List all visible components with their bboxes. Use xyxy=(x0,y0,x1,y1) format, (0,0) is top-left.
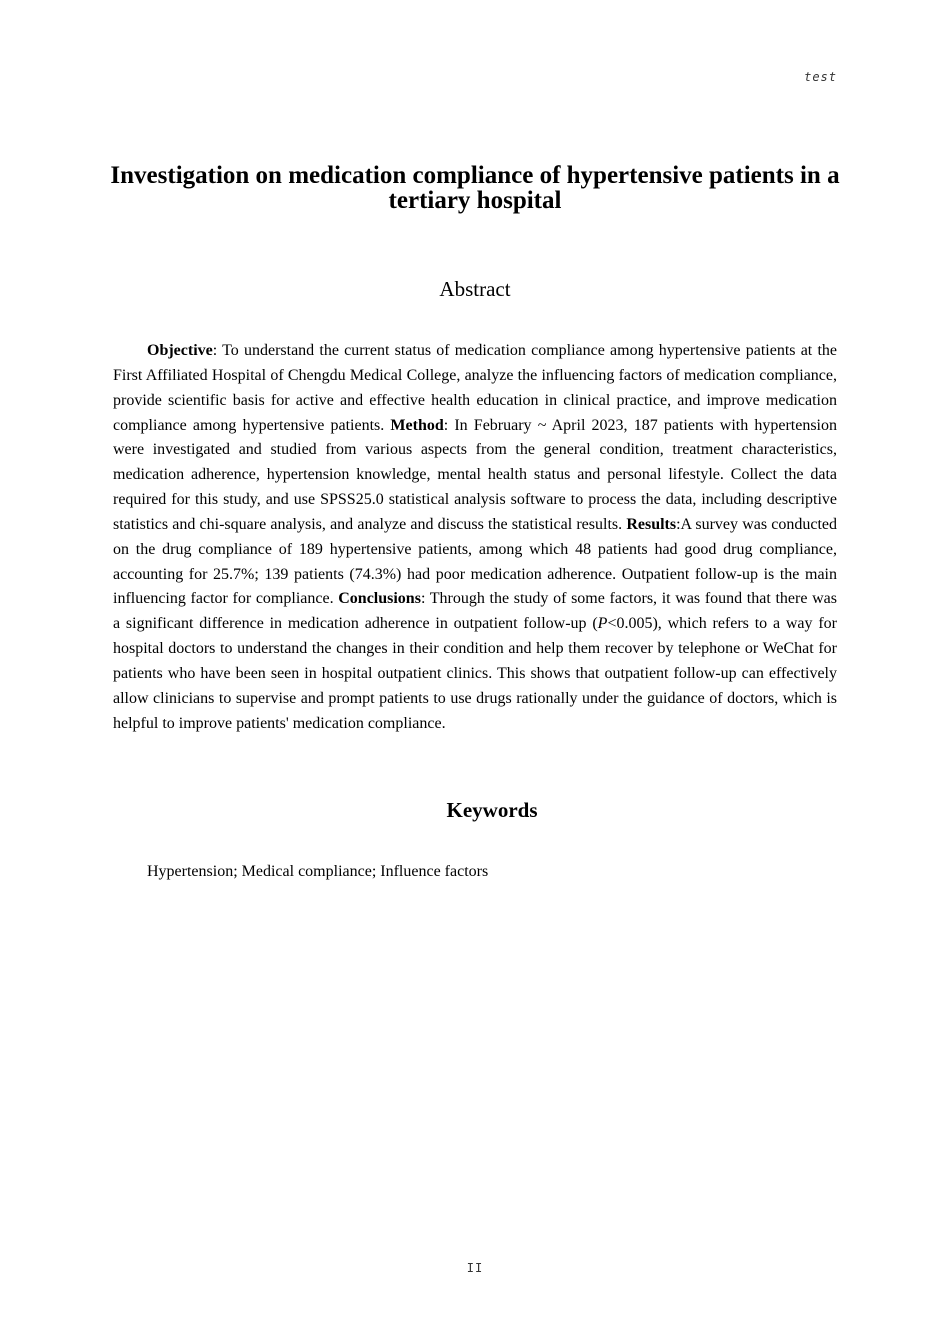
abstract-heading: Abstract xyxy=(439,277,511,301)
conclusions-text: : Through the study of some factors, it was found that there was a significant difference in medication adherence in outpatient follow-up ( xyxy=(113,590,837,633)
method-label: Method xyxy=(390,416,444,434)
conclusions-text-continued: <0.005), which refers to a way for hospital doctors to understand the changes in their condition and help them recover by telephone or WeChat for patients who have been seen in hospital outpatient clinics. This shows that outpatient follow-up can effectively allow clinicians to supervise and prompt patients to use drugs rationally under the guidance of doctors, which is helpful to improve patients' medication compliance. xyxy=(113,615,837,732)
paper-title: Investigation on medication compliance of hypertensive patients in a tertiary hospital xyxy=(110,162,840,214)
objective-label: Objective xyxy=(147,342,213,359)
abstract-body xyxy=(113,339,837,737)
objective-text: : To understand the current status of medication compliance among hypertensive patients at the First Affiliated Hospital of Chengdu Medical College, analyze the influencing factors of medication compliance, provide scientific basis for active and effective health education in clinical practice, and improve medication compliance among hypertensive patients. xyxy=(113,342,837,434)
results-text: :A survey was conducted on the drug compliance of 189 hypertensive patients, among which 48 patients had good drug compliance, accounting for 25.7%; 139 patients (74.3%) had poor medication adherence. Outpatient follow-up is the main influencing factor for compliance. xyxy=(113,515,838,608)
method-text: : In February ~ April 2023, 187 patients with hypertension were investigated and studied from various aspects from the general condition, treatment characteristics, medication adherence, hypertension knowledge, mental health status and personal lifestyle. Collect the data required for this study, and use SPSS25.0 statistical analysis software to process the data, including descriptive statistics and chi-square analysis, and analyze and discuss the statistical results. xyxy=(113,416,838,533)
p-value-symbol: P xyxy=(597,615,608,633)
running-header: test xyxy=(804,70,837,84)
keywords-list: Hypertension; Medical compliance; Influence factors xyxy=(147,863,489,880)
conclusions-label: Conclusions xyxy=(338,590,421,608)
keywords-heading: Keywords xyxy=(446,798,538,822)
page-number: II xyxy=(466,1261,484,1275)
results-label: Results xyxy=(626,515,677,533)
